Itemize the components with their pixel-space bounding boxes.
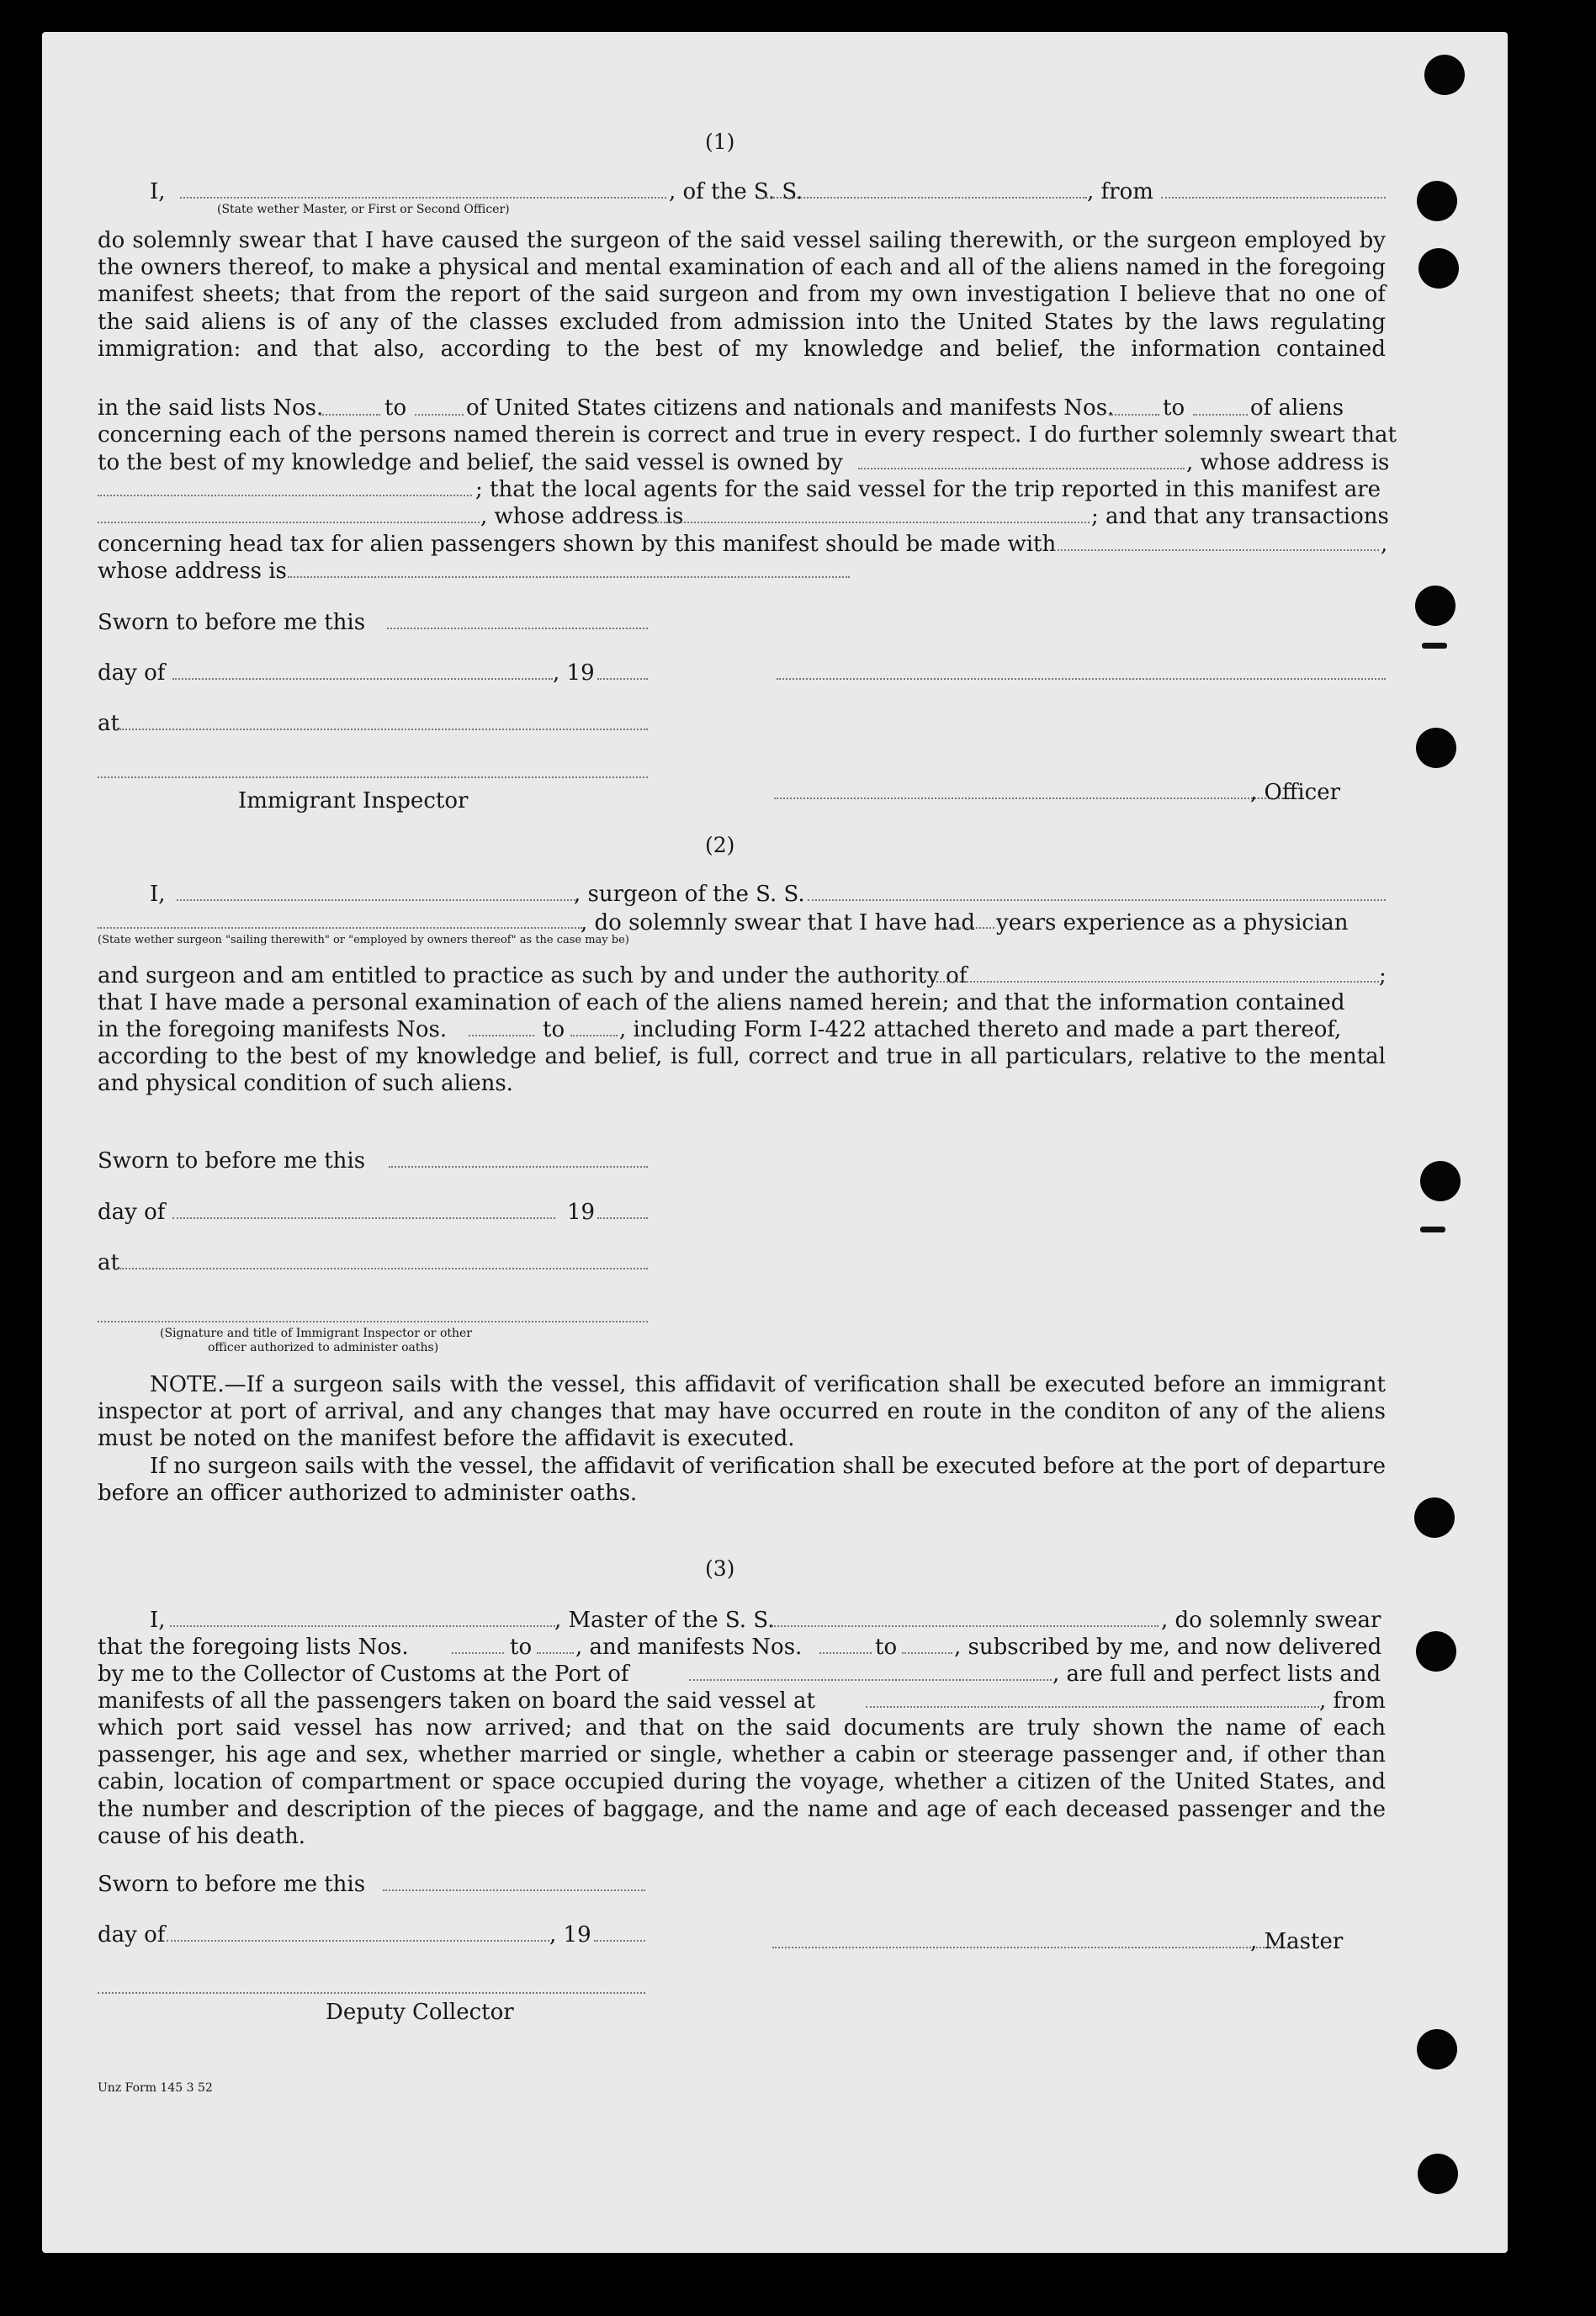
s1-at-field[interactable] (119, 729, 648, 730)
s1-inspector-label: Immigrant Inspector (238, 788, 469, 814)
s3-year-field[interactable] (594, 1940, 645, 1942)
s3-master-label: , Master (1250, 1929, 1344, 1954)
s1-owner-field[interactable] (858, 468, 1185, 469)
s2-years-field[interactable] (939, 927, 994, 929)
s1-year-field[interactable] (597, 678, 648, 680)
s2-note-paragraph-2 (98, 1453, 1386, 1507)
s2-form-label: , including Form I-422 attached thereto and made a part thereof, (619, 1017, 1342, 1042)
s2-manifests-from-field[interactable] (469, 1035, 534, 1036)
s3-lists-from-field[interactable] (452, 1652, 504, 1654)
s3-year-label: , 19 (549, 1922, 591, 1948)
s2-surgeon-note: (State wether surgeon "sailing therewith" or "employed by owners thereof" as the case may be) (98, 934, 629, 946)
punch-hole-icon (1420, 1161, 1461, 1201)
s3-collector-label: Deputy Collector (326, 2000, 514, 2025)
s2-year-label: 19 (567, 1200, 596, 1225)
s2-authority-label: and surgeon and am entitled to practice as such by and under the authority of (98, 963, 968, 988)
form-id: Unz Form 145 3 52 (98, 2081, 213, 2095)
s1-officer-note: (State wether Master, or First or Second Officer) (217, 203, 510, 216)
s2-at-field[interactable] (119, 1268, 648, 1269)
s2-sig-note-line1: (Signature and title of Immigrant Inspector or other (160, 1327, 472, 1340)
s1-year-label: , 19 (553, 660, 595, 686)
s2-vessel-field[interactable] (808, 899, 1386, 901)
s3-lists-to-label: to (510, 1635, 533, 1660)
s3-vessel-field[interactable] (771, 1625, 1159, 1627)
s1-signature-field[interactable] (777, 678, 1386, 680)
s1-manifests-to-field[interactable] (1193, 414, 1248, 416)
punch-hole-icon (1424, 55, 1465, 95)
s2-surgeon-status-field[interactable] (98, 927, 582, 929)
s2-belief-paragraph: according to the best of my knowledge and belief, is full, correct and true in all particulars, relative to the mental and physical condition of such aliens. (98, 1044, 1386, 1097)
s2-year-field[interactable] (597, 1217, 648, 1219)
s3-master-name-field[interactable] (170, 1625, 555, 1627)
form-sheet (42, 32, 1508, 2253)
s3-manifests-label: , and manifests Nos. (575, 1635, 803, 1660)
s3-taken-at-field[interactable] (866, 1706, 1319, 1708)
s1-agents-address-label: , whose address is (480, 504, 684, 529)
s3-taken-label: manifests of all the passengers taken on board the said vessel at (98, 1688, 815, 1714)
s1-head-tax-label: concerning head tax for alien passengers shown by this manifest should be made with (98, 532, 1057, 557)
s2-surgeon-ss-label: , surgeon of the S. S. (574, 882, 805, 907)
punch-hole-icon (1418, 248, 1459, 289)
s1-sworn-label: Sworn to before me this (98, 610, 366, 635)
s1-from-field[interactable] (1161, 197, 1386, 199)
s1-at-label: at (98, 711, 119, 736)
s1-officer-field[interactable] (180, 197, 666, 199)
s3-sworn-label: Sworn to before me this (98, 1872, 366, 1897)
s1-day-of-label: day of (98, 660, 166, 686)
s3-manifests-to-label: to (875, 1635, 898, 1660)
punch-hole-icon (1418, 2154, 1458, 2194)
s2-surgeon-name-field[interactable] (177, 899, 575, 901)
s1-day-field[interactable] (172, 678, 553, 680)
s1-lists-from-field[interactable] (320, 414, 380, 416)
s3-lists-label: that the foregoing lists Nos. (98, 1635, 409, 1660)
s3-master-sign-field[interactable] (772, 1947, 1291, 1948)
s1-sworn-field[interactable] (387, 628, 648, 629)
margin-mark-icon (1420, 1227, 1445, 1232)
s2-day-field[interactable] (172, 1217, 555, 1219)
s2-note-2-text: If no surgeon sails with the vessel, the affidavit of verification shall be executed before at the port of departure before an officer authorized to administer oaths. (98, 1454, 1386, 1507)
s1-lists-to-label: to (384, 395, 407, 421)
s1-lists-to-field[interactable] (415, 414, 464, 416)
s2-i-label: I, (150, 882, 166, 907)
s2-manifests-to-label: to (543, 1017, 565, 1042)
margin-mark-icon (1422, 643, 1447, 649)
s3-lists-perfect-label: , are full and perfect lists and (1053, 1661, 1381, 1687)
s1-concerning-line: concerning each of the persons named therein is correct and true in every respect. I do further solemnly sweart that (98, 422, 1397, 448)
s1-inspector-sign-field[interactable] (98, 776, 648, 778)
punch-hole-icon (1415, 586, 1455, 626)
s1-officer-sign-field[interactable] (774, 798, 1290, 799)
s1-from-label: , from (1087, 179, 1153, 204)
punch-hole-icon (1414, 1497, 1455, 1538)
s2-inspector-sign-field[interactable] (98, 1321, 648, 1322)
punch-hole-icon (1417, 2029, 1457, 2070)
s2-years-label: years experience as a physician (996, 910, 1349, 935)
s1-of-ss-label: , of the S. S. (669, 179, 803, 204)
s3-manifests-to-field[interactable] (902, 1652, 952, 1654)
punch-hole-icon (1416, 728, 1456, 768)
s3-port-field[interactable] (689, 1679, 1052, 1681)
s1-lists-label: in the said lists Nos. (98, 395, 324, 421)
s1-body-paragraph: do solemnly swear that I have caused the surgeon of the said vessel sailing therewith, or the surgeon employed by the owners thereof, to make a physical and mental examination of each and all of the aliens named in the foregoing manifest sheets; that from the report of the said surgeon and from my own investigation I believe that no one of the said aliens is of any of the classes excluded from admission into the United States by the laws regulating immigration: and that also, according to the best of my knowledge and belief, the information contained (98, 228, 1386, 362)
s3-port-label: by me to the Collector of Customs at the Port of (98, 1661, 629, 1687)
s2-note-paragraph (98, 1371, 1386, 1453)
section-3-number: (3) (705, 1556, 735, 1581)
s1-whose-address-label: whose address is (98, 559, 287, 584)
s3-i-label: I, (150, 1608, 166, 1633)
s2-day-of-label: day of (98, 1200, 166, 1225)
s1-manifests-from-field[interactable] (1109, 414, 1159, 416)
s2-authority-field[interactable] (936, 981, 1379, 983)
s3-sworn-field[interactable] (383, 1889, 645, 1891)
s1-owner-address-field[interactable] (98, 495, 472, 496)
punch-hole-icon (1416, 1631, 1456, 1672)
s3-lists-to-field[interactable] (537, 1652, 574, 1654)
s2-sworn-field[interactable] (389, 1166, 648, 1168)
s1-head-tax-comma: , (1381, 532, 1388, 557)
s3-master-ss-label: , Master of the S. S. (554, 1608, 775, 1633)
s3-day-of-label: day of (98, 1922, 166, 1948)
s1-officer-label: , Officer (1250, 780, 1341, 805)
s3-from-label: , from (1319, 1688, 1386, 1714)
s1-aliens-label: of aliens (1250, 395, 1344, 421)
s2-manifests-to-field[interactable] (570, 1035, 618, 1036)
s1-head-tax-field[interactable] (1053, 549, 1379, 551)
s1-agents-address-field[interactable] (648, 522, 1090, 523)
punch-hole-icon (1417, 181, 1457, 221)
s1-transactions-label: ; and that any transactions (1091, 504, 1389, 529)
s1-vessel-field[interactable] (764, 197, 1087, 199)
s3-collector-sign-field[interactable] (98, 1992, 645, 1994)
s2-manifests-label: in the foregoing manifests Nos. (98, 1017, 448, 1042)
s2-sworn-label: Sworn to before me this (98, 1148, 366, 1174)
s1-owner-address-label: , whose address is (1186, 450, 1390, 475)
s1-citizens-label: of United States citizens and nationals and manifests Nos. (466, 395, 1115, 421)
s2-swear-label: , do solemnly swear that I have had (581, 910, 976, 935)
s1-owned-label: to the best of my knowledge and belief, the said vessel is owned by (98, 450, 843, 475)
s3-day-field[interactable] (167, 1940, 549, 1942)
s2-examination-line: that I have made a personal examination of each of the aliens named herein; and that the information contained (98, 990, 1345, 1015)
s2-authority-semicolon: ; (1379, 963, 1387, 988)
s1-manifests-to-label: to (1163, 395, 1185, 421)
s1-agents-label: ; that the local agents for the said vessel for the trip reported in this manifest are (475, 477, 1381, 502)
s2-note-text: NOTE.—If a surgeon sails with the vessel, this affidavit of verification shall be executed before an immigrant inspector at port of arrival, and any changes that may have occurred en route in the conditon of any of the aliens must be noted on the manifest before the affidavit is executed. (98, 1372, 1386, 1452)
section-1-number: (1) (705, 130, 735, 154)
s2-at-label: at (98, 1250, 119, 1275)
section-2-number: (2) (705, 833, 735, 857)
s3-manifests-from-field[interactable] (819, 1652, 872, 1654)
s1-agents-field[interactable] (98, 522, 480, 523)
s2-sig-note-line2: officer authorized to administer oaths) (208, 1341, 439, 1354)
s3-delivered-label: , subscribed by me, and now delivered (954, 1635, 1382, 1660)
s3-body-paragraph: which port said vessel has now arrived; and that on the said documents are truly shown the name of each passenger, his age and sex, whether married or single, whether a cabin or steerage passenger and, if other than cabin, location of compartment or space occupied during the voyage, whether a citizen of the United States, and the number and description of the pieces of baggage, and the name and age of each deceased passenger and the cause of his death. (98, 1715, 1386, 1849)
s3-swear-label: , do solemnly swear (1161, 1608, 1381, 1633)
s1-i-label: I, (150, 179, 166, 204)
s1-head-tax-address-field[interactable] (288, 576, 850, 578)
